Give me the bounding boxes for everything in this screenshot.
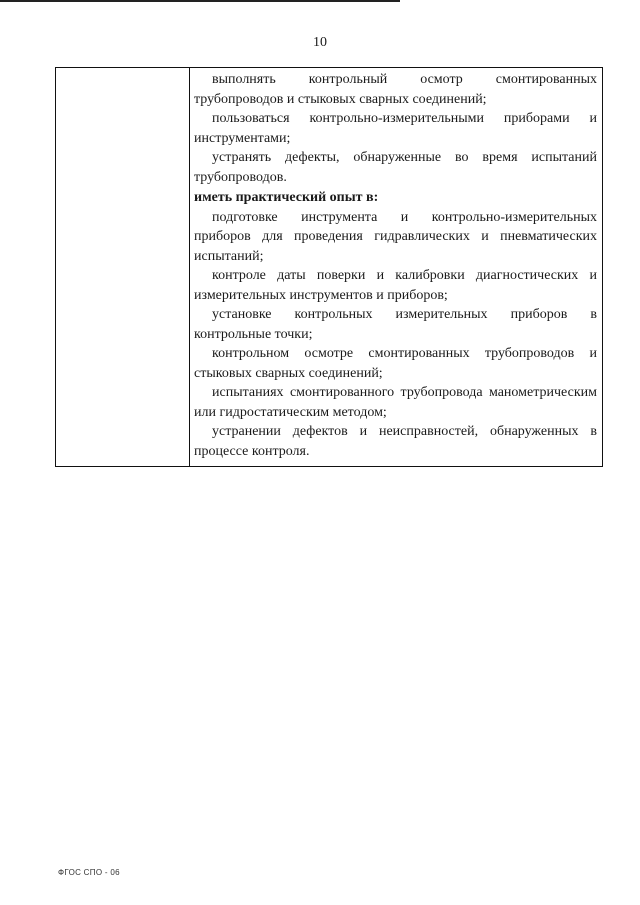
experience-item-calibration: контроле даты поверки и калибровки диагностических и измерительных инструментов и приборов; — [194, 268, 597, 303]
page-number: 10 — [313, 35, 327, 50]
experience-item-installation: установке контрольных измерительных приборов в контрольные точки; — [194, 307, 597, 342]
skill-item-defects: устранять дефекты, обнаруженные во время испытаний трубопроводов. — [194, 150, 597, 185]
experience-item-elimination: устранении дефектов и неисправностей, обнаруженных в процессе контроля. — [194, 424, 597, 459]
skill-item-instruments: пользоваться контрольно-измерительными приборами и инструментами; — [194, 111, 597, 146]
experience-item-preparation: подготовке инструмента и контрольно-измерительных приборов для проведения гидравлических и пневматических испытаний; — [194, 209, 597, 264]
experience-item-inspection: контрольном осмотре смонтированных трубопроводов и стыковых сварных соединений; — [194, 346, 597, 381]
footer-document-code: ФГОС СПО - 06 — [58, 868, 120, 877]
table-right-cell — [190, 70, 602, 466]
section-heading-practical-experience: иметь практический опыт в: — [194, 190, 379, 205]
skill-item-inspection: выполнять контрольный осмотр смонтированных трубопроводов и стыковых сварных соединений; — [194, 72, 597, 107]
requirements-table — [55, 67, 603, 467]
experience-item-testing: испытаниях смонтированного трубопровода манометрическим или гидростатическим методом; — [194, 385, 597, 420]
table-left-cell — [56, 68, 190, 466]
scan-border-line — [0, 0, 400, 2]
